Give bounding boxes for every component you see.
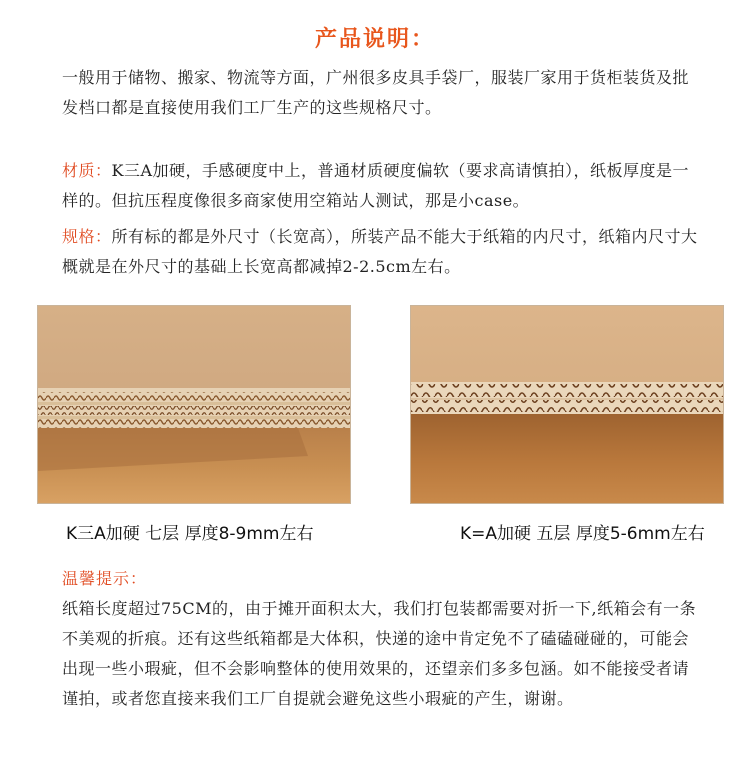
page-title: 产品说明： bbox=[314, 27, 435, 52]
spec-text: 所有标的都是外尺寸（长宽高），所装产品不能大于纸箱的内尺寸，纸箱内尺寸大概就是在外尺寸的基础上长宽高都减掉2-2.5cm左右。 bbox=[62, 227, 698, 276]
material-paragraph bbox=[62, 156, 702, 216]
intro-paragraph: 一般用于储物、搬家、物流等方面，广州很多皮具手袋厂，服装厂家用于货柜装货及批发档口都是直接使用我们工厂生产的这些规格尺寸。 bbox=[62, 68, 690, 117]
five-layer-caption: K=A加硬 五层 厚度5-6mm左右 bbox=[460, 524, 705, 544]
seven-layer-caption: K三A加硬 七层 厚度8-9mm左右 bbox=[66, 524, 314, 544]
spec-paragraph bbox=[62, 222, 702, 282]
notice-paragraph: 纸箱长度超过75CM的，由于摊开面积太大，我们打包装都需要对折一下,纸箱会有一条不美观的折痕。还有这些纸箱都是大体积，快递的途中肯定免不了磕磕碰碰的，可能会出现一些小瑕疵，但不会影响整体的使用效果的，还望亲们多多包涵。如不能接受者请谨拍，或者您直接来我们工厂自提就会避免这些小瑕疵的产生，谢谢。 bbox=[62, 599, 697, 708]
material-text: K三A加硬，手感硬度中上，普通材质硬度偏软（要求高请慎拍），纸板厚度是一样的。但抗压程度像很多商家使用空箱站人测试，那是小case。 bbox=[62, 161, 690, 210]
five-layer-board-photo bbox=[410, 305, 724, 504]
material-label: 材质： bbox=[62, 161, 112, 180]
spec-label: 规格： bbox=[62, 227, 112, 246]
notice-title: 温馨提示： bbox=[62, 569, 148, 588]
seven-layer-board-photo bbox=[37, 305, 351, 504]
